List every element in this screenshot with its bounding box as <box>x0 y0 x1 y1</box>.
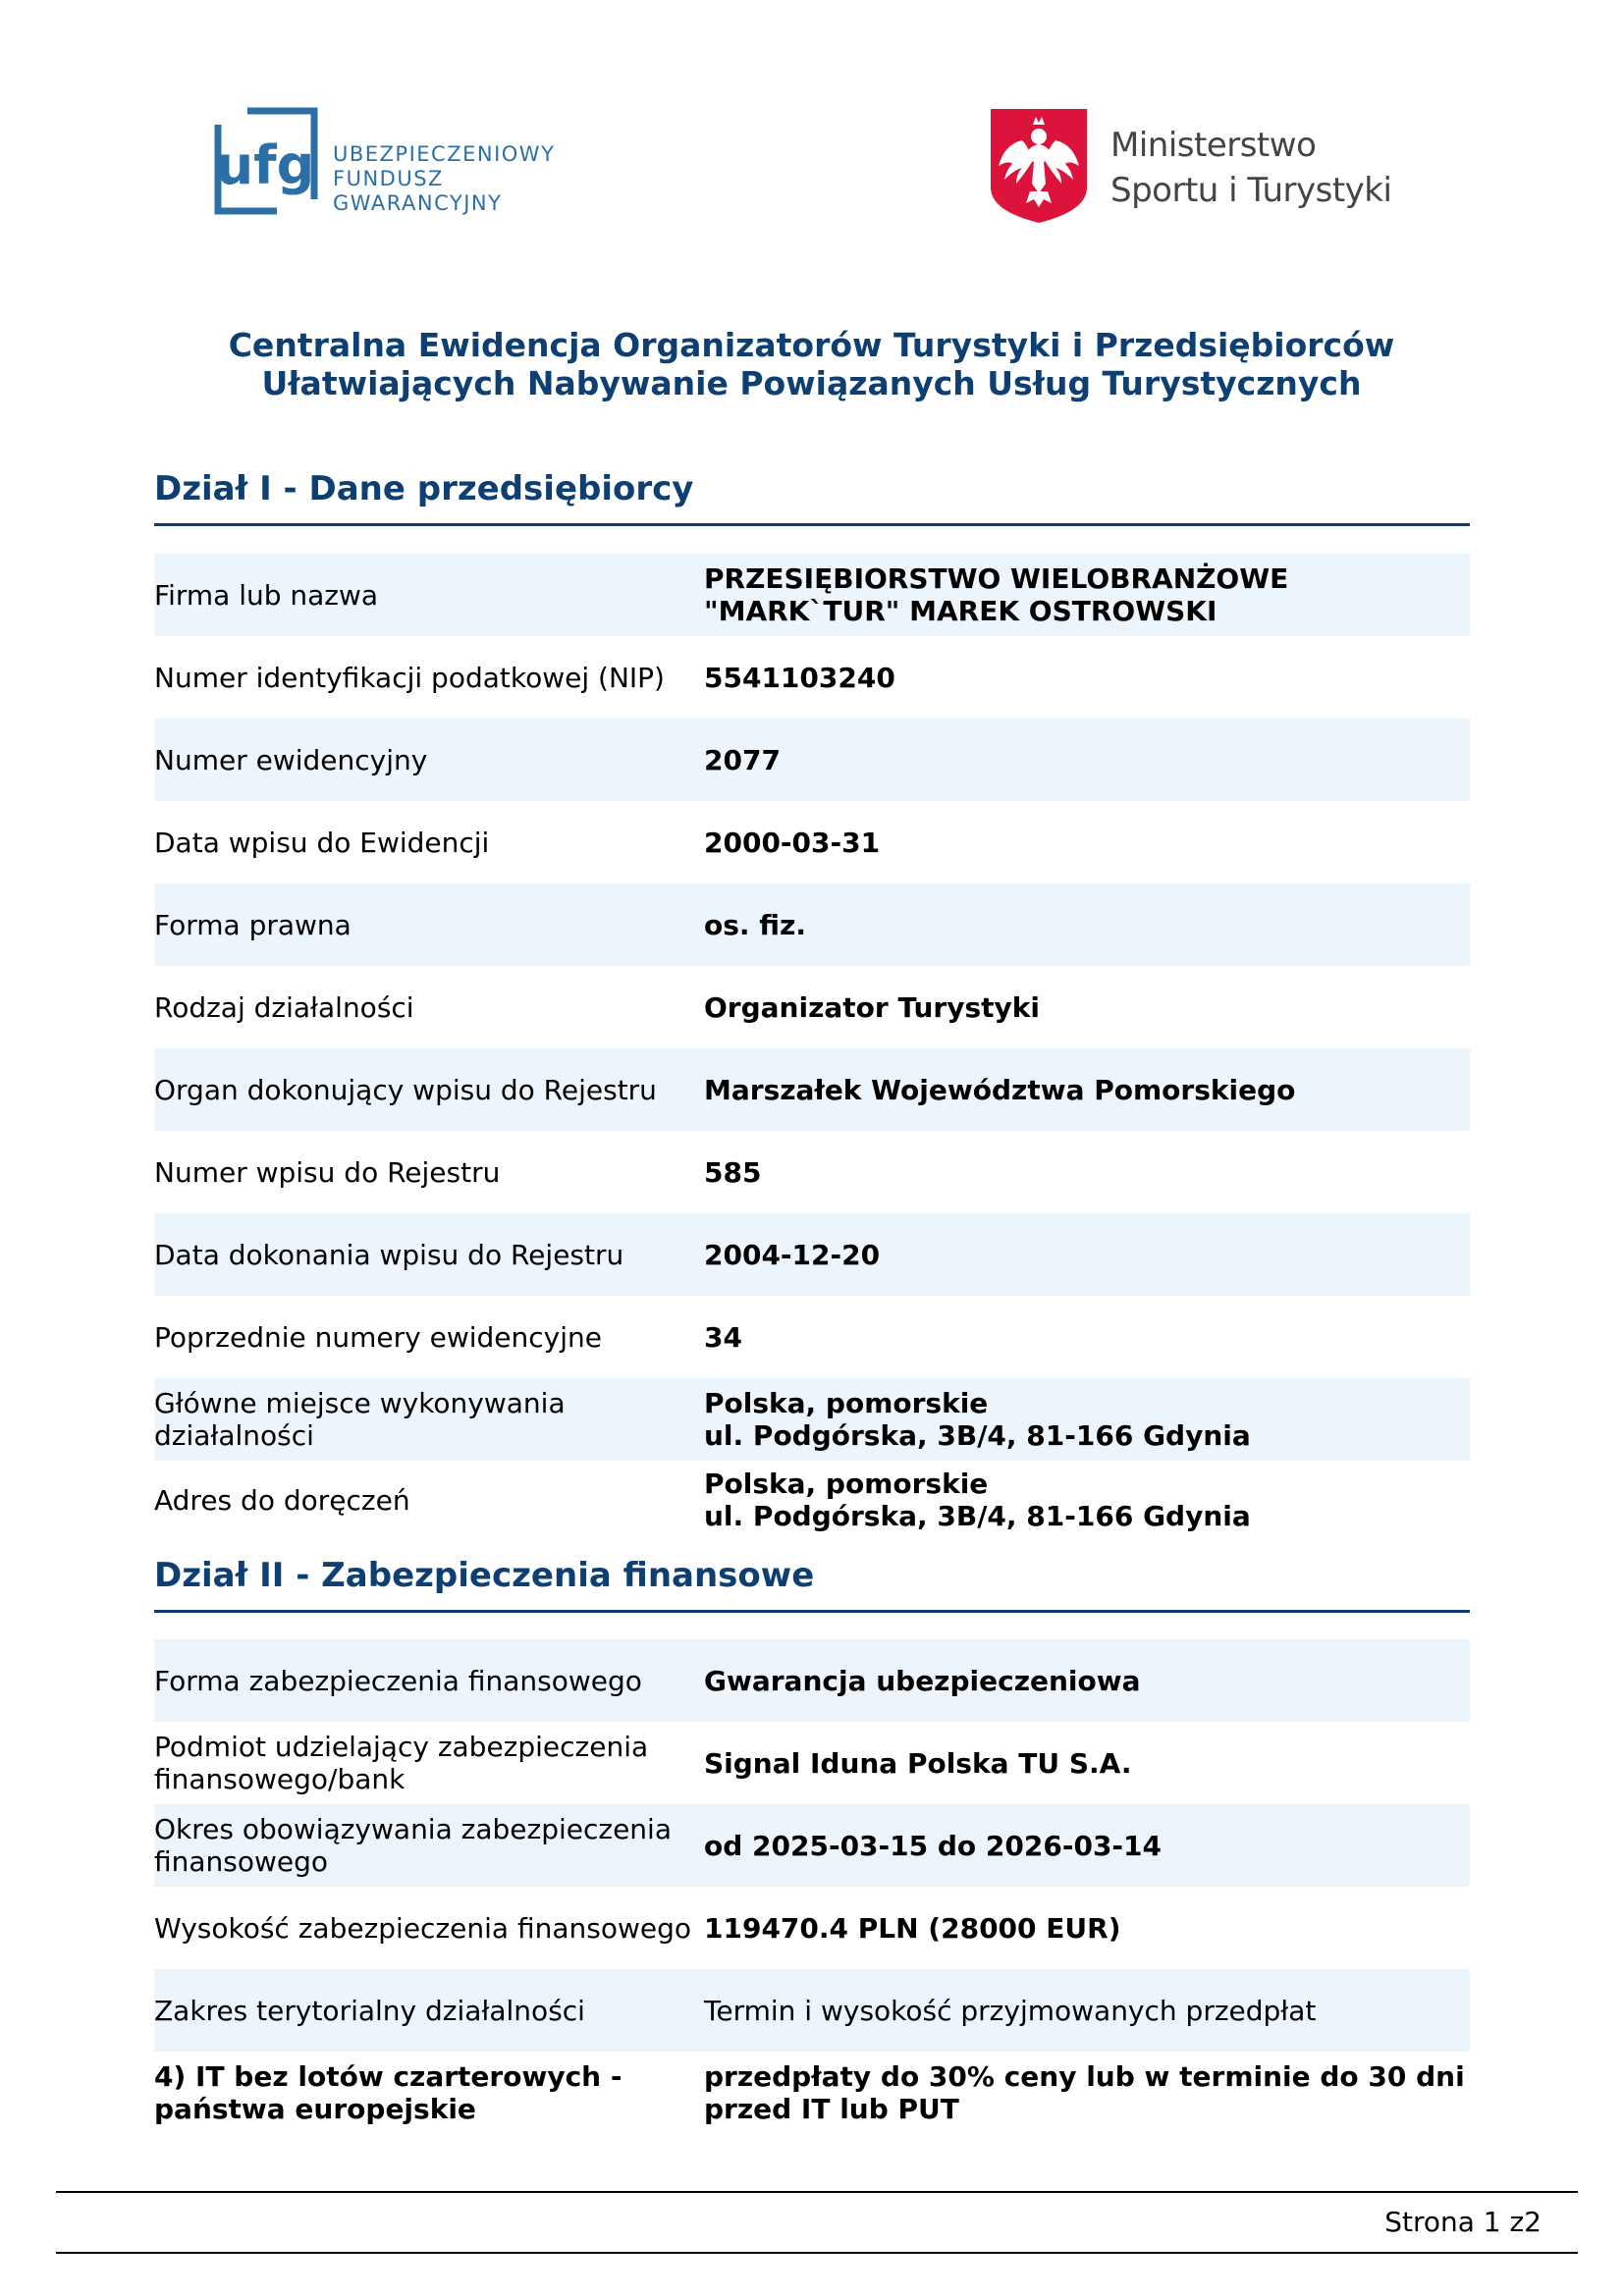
territorial-header-value: Termin i wysokość przyjmowanych przedpłat <box>704 1994 1317 2027</box>
table-row <box>154 719 1470 801</box>
table-row <box>154 966 1470 1048</box>
section-2-table <box>154 1639 1470 2134</box>
row-label: Numer identyfikacji podatkowej (NIP) <box>154 661 665 694</box>
row-value: 2000-03-31 <box>704 826 881 859</box>
row-value: Gwarancja ubezpieczeniowa <box>704 1664 1141 1697</box>
row-value: 5541103240 <box>704 661 895 694</box>
table-row <box>154 1639 1470 1722</box>
row-label-line: finansowego <box>154 1845 329 1878</box>
row-value: 585 <box>704 1155 762 1189</box>
row-value-line: przedpłaty do 30% ceny lub w terminie do 30 dni <box>704 2060 1465 2093</box>
row-label: Adres do doręczeń <box>154 1483 410 1517</box>
row-value-line: ul. Podgórska, 3B/4, 81-166 Gdynia <box>704 1419 1251 1452</box>
table-row <box>154 883 1470 966</box>
row-value: od 2025-03-15 do 2026-03-14 <box>704 1829 1163 1862</box>
ufg-name-line: GWARANCYJNY <box>333 191 503 215</box>
row-value-line: "MARK`TUR" MAREK OSTROWSKI <box>704 595 1217 627</box>
row-label: Forma prawna <box>154 908 352 941</box>
territorial-header-label: Zakres terytorialny działalności <box>154 1994 585 2027</box>
section-2-heading: Dział II - Zabezpieczenia finansowe <box>154 1556 815 1595</box>
footer-bottom-rule <box>56 2252 1578 2254</box>
territorial-header-row <box>154 1969 1470 2052</box>
ufg-mark-icon <box>208 105 324 223</box>
section-1-table <box>154 554 1470 1539</box>
row-value: Organizator Turystyki <box>704 990 1040 1024</box>
footer-top-rule <box>56 2191 1578 2193</box>
ministry-logo <box>987 105 1399 228</box>
table-row <box>154 636 1470 719</box>
ufg-name <box>333 142 555 216</box>
ufg-name-line: UBEZPIECZENIOWY <box>333 142 556 166</box>
row-label: Rodzaj działalności <box>154 990 414 1024</box>
section-1-heading: Dział I - Dane przedsiębiorcy <box>154 469 694 508</box>
row-value: Marszałek Województwa Pomorskiego <box>704 1073 1296 1106</box>
row-value <box>704 1387 1470 1452</box>
table-row <box>154 1461 1470 1539</box>
table-row <box>154 554 1470 636</box>
ufg-mark-text: ufg <box>215 134 315 196</box>
row-value: os. fiz. <box>704 908 806 941</box>
row-value: 34 <box>704 1320 742 1354</box>
ministry-name-line: Ministerstwo <box>1110 126 1317 165</box>
row-value-line: Polska, pomorskie <box>704 1387 989 1419</box>
row-label: Numer ewidencyjny <box>154 743 428 776</box>
page-number: Strona 1 z2 <box>1384 2206 1542 2238</box>
row-value: 2004-12-20 <box>704 1238 881 1271</box>
row-label-line: 4) IT bez lotów czarterowych - <box>154 2060 622 2093</box>
ufg-logo <box>208 105 571 223</box>
row-label-line: Okres obowiązywania zabezpieczenia <box>154 1813 672 1845</box>
row-label <box>154 1387 704 1452</box>
row-label-line: Podmiot udzielający zabezpieczenia <box>154 1731 649 1763</box>
document-title-line: Ułatwiających Nabywanie Powiązanych Usług Turystycznych <box>261 364 1362 402</box>
row-label: Organ dokonujący wpisu do Rejestru <box>154 1073 657 1106</box>
row-label: Firma lub nazwa <box>154 578 379 612</box>
document-title <box>0 326 1623 402</box>
row-label: Data wpisu do Ewidencji <box>154 826 490 859</box>
section-1-divider <box>154 523 1470 526</box>
row-label <box>154 1731 704 1795</box>
row-label-line: finansowego/bank <box>154 1763 406 1795</box>
row-value-line: PRZESIĘBIORSTWO WIELOBRANŻOWE <box>704 562 1289 595</box>
row-label: Numer wpisu do Rejestru <box>154 1155 501 1189</box>
ministry-name <box>1110 123 1391 213</box>
territorial-entry-row <box>154 2052 1470 2134</box>
section-2-divider <box>154 1610 1470 1613</box>
row-label-line: państwa europejskie <box>154 2093 476 2125</box>
row-label-line: działalności <box>154 1419 314 1452</box>
row-label: Wysokość zabezpieczenia finansowego <box>154 1911 691 1945</box>
table-row <box>154 1296 1470 1378</box>
white-eagle-emblem-icon <box>987 105 1091 225</box>
row-label: Poprzednie numery ewidencyjne <box>154 1320 602 1354</box>
table-row <box>154 1131 1470 1213</box>
table-row <box>154 1804 1470 1887</box>
row-label: Data dokonania wpisu do Rejestru <box>154 1238 624 1271</box>
ministry-name-line: Sportu i Turystyki <box>1110 171 1392 210</box>
row-value <box>704 562 1470 627</box>
table-row <box>154 1213 1470 1296</box>
row-label-line: Główne miejsce wykonywania <box>154 1387 566 1419</box>
row-label <box>154 1813 704 1878</box>
row-value-line: ul. Podgórska, 3B/4, 81-166 Gdynia <box>704 1500 1251 1532</box>
row-value-line: przed IT lub PUT <box>704 2093 959 2125</box>
table-row <box>154 1887 1470 1969</box>
row-value-line: Polska, pomorskie <box>704 1468 989 1500</box>
ufg-name-line: FUNDUSZ <box>333 167 444 190</box>
table-row <box>154 1722 1470 1804</box>
row-value: 2077 <box>704 743 781 776</box>
row-value: 119470.4 PLN (28000 EUR) <box>704 1911 1121 1945</box>
table-row <box>154 1378 1470 1461</box>
territorial-entry-value <box>704 2060 1470 2125</box>
row-value <box>704 1468 1470 1532</box>
table-row <box>154 801 1470 883</box>
row-label: Forma zabezpieczenia finansowego <box>154 1664 642 1697</box>
row-value: Signal Iduna Polska TU S.A. <box>704 1746 1132 1780</box>
document-title-line: Centralna Ewidencja Organizatorów Turystyki i Przedsiębiorców <box>228 326 1395 364</box>
territorial-entry-label <box>154 2060 704 2125</box>
table-row <box>154 1048 1470 1131</box>
